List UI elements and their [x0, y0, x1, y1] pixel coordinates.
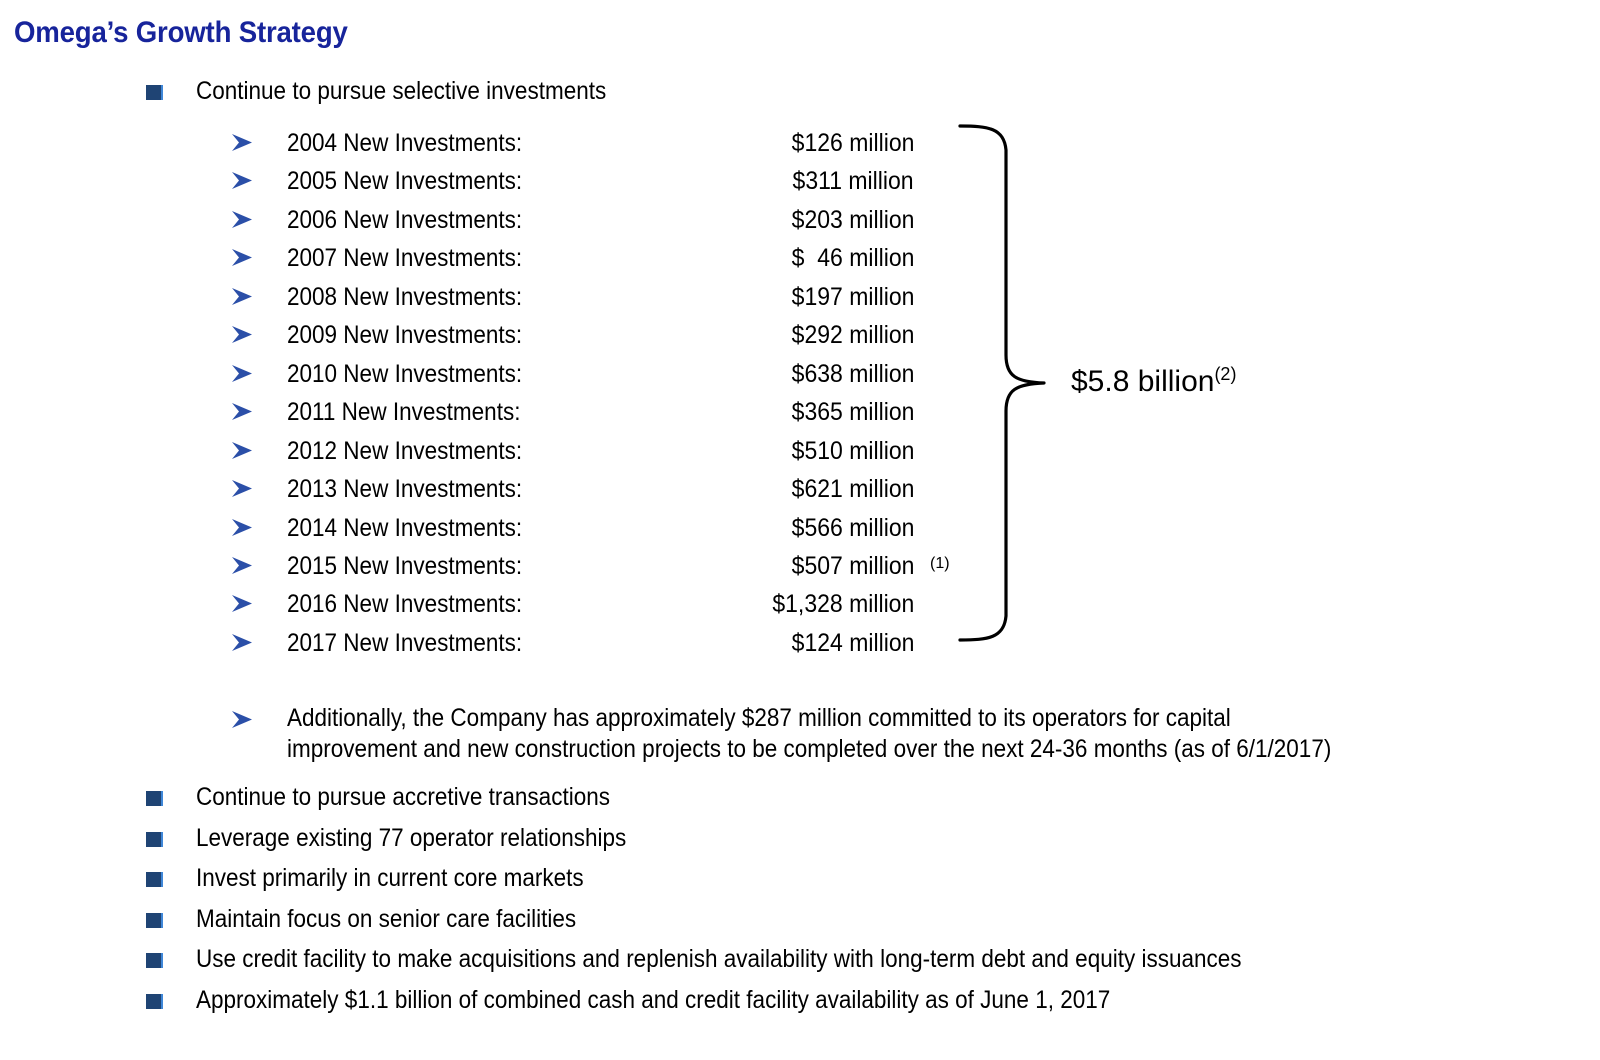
investment-amount-cell: [230, 319, 922, 351]
arrow-bullet-icon: [230, 709, 256, 731]
investment-amount-cell: [230, 550, 922, 582]
bullet-label: Invest primarily in current core markets: [196, 864, 584, 893]
investment-amount: $1,328 million: [772, 590, 914, 619]
investment-amount-cell: [230, 281, 922, 313]
investment-amount: $197 million: [791, 282, 914, 311]
investment-row: [230, 358, 930, 392]
bullet-item: [146, 823, 674, 853]
investment-amount: $566 million: [791, 513, 914, 542]
investment-year-label: 2012 New Investments:: [287, 436, 523, 465]
bullet-label: Approximately $1.1 billion of combined cash and credit facility availability as of June 1, 2017: [196, 986, 1111, 1014]
investment-amount: $510 million: [791, 436, 914, 465]
investment-row: [230, 435, 930, 469]
bullet-label: Use credit facility to make acquisitions and replenish availability with long-term debt and equity issuances: [196, 945, 1242, 974]
page-title: Omega’s Growth Strategy: [14, 16, 348, 49]
square-bullet-icon: [146, 913, 163, 928]
additional-note-text: [287, 703, 1592, 765]
investment-year-label: 2017 New Investments:: [287, 628, 523, 657]
investment-amount: $124 million: [791, 628, 914, 657]
investment-amount: $126 million: [791, 129, 914, 157]
investment-year-label: 2010 New Investments:: [287, 359, 523, 388]
bullet-item: [146, 904, 618, 934]
square-bullet-icon: [146, 85, 163, 100]
investment-amount-cell: [230, 358, 922, 390]
investment-year-label: 2009 New Investments:: [287, 321, 523, 350]
additional-note-line-1: Additionally, the Company has approximately $287 million committed to its operators for capital: [287, 704, 1231, 732]
investment-amount: $311 million: [792, 167, 914, 196]
investment-row: [230, 396, 930, 430]
investment-amount-cell: [230, 512, 922, 544]
investment-row: [230, 281, 930, 315]
investment-year-label: 2005 New Investments:: [287, 167, 523, 196]
investment-amount: $ 46 million: [791, 244, 914, 273]
bullet-item: [146, 944, 1358, 974]
investment-year-label: 2015 New Investments:: [287, 551, 523, 580]
investment-row: [230, 550, 950, 584]
investment-amount-cell: [230, 127, 922, 159]
investment-amount-cell: [230, 435, 922, 467]
investment-year-label: 2006 New Investments:: [287, 205, 523, 234]
bullet-item-selective-investments: [146, 76, 652, 106]
investment-row: [230, 473, 930, 507]
investment-row: [230, 127, 930, 161]
investment-amount-cell: [230, 473, 922, 505]
investment-amount-cell: [230, 627, 922, 659]
investment-year-label: 2013 New Investments:: [287, 475, 523, 504]
bullet-label: Continue to pursue accretive transactions: [196, 783, 610, 811]
investment-year-label: 2004 New Investments:: [287, 129, 523, 157]
bullet-item: [146, 985, 1212, 1015]
total-footnote-marker: (2): [1214, 364, 1237, 384]
investment-amount-cell: [230, 242, 922, 274]
investment-amount: $292 million: [791, 321, 914, 350]
investment-row: [230, 242, 930, 276]
investment-amount: $638 million: [791, 359, 914, 388]
investment-amount: $365 million: [791, 398, 914, 427]
investment-row: [230, 627, 930, 661]
investment-year-label: 2011 New Investments:: [287, 398, 521, 427]
investments-total: [1071, 364, 1236, 400]
investment-year-label: 2008 New Investments:: [287, 282, 523, 311]
total-amount: $5.8 billion: [1071, 365, 1215, 398]
investment-amount: $507 million: [791, 551, 914, 580]
investment-row: [230, 204, 930, 238]
investment-amount: $203 million: [791, 205, 914, 234]
square-bullet-icon: [146, 791, 163, 806]
investment-footnote-marker: (1): [930, 554, 950, 572]
bullet-label: Maintain focus on senior care facilities: [196, 904, 577, 933]
bullet-label: Leverage existing 77 operator relationships: [196, 823, 627, 852]
investment-amount-cell: [230, 396, 922, 428]
bullet-item: [146, 782, 656, 812]
investment-row: [230, 588, 930, 622]
bullet-label: Continue to pursue selective investments: [196, 77, 607, 105]
investment-amount: $621 million: [791, 475, 914, 504]
additional-note-line-2: improvement and new construction projects to be completed over the next 24-36 months (as of 6/1/2017): [287, 735, 1332, 763]
bullet-item: [146, 863, 627, 893]
square-bullet-icon: [146, 872, 163, 887]
square-bullet-icon: [146, 832, 163, 847]
investment-year-label: 2007 New Investments:: [287, 244, 523, 273]
square-bullet-icon: [146, 994, 163, 1009]
grouping-brace: [958, 120, 1058, 655]
investment-year-label: 2014 New Investments:: [287, 513, 523, 542]
investment-row: [230, 319, 930, 353]
investment-amount-cell: [230, 204, 922, 236]
investment-row: [230, 165, 930, 199]
investment-row: [230, 512, 930, 546]
investment-amount-cell: [230, 588, 922, 620]
investment-amount-cell: [230, 165, 922, 197]
square-bullet-icon: [146, 953, 163, 968]
investment-year-label: 2016 New Investments:: [287, 590, 523, 619]
